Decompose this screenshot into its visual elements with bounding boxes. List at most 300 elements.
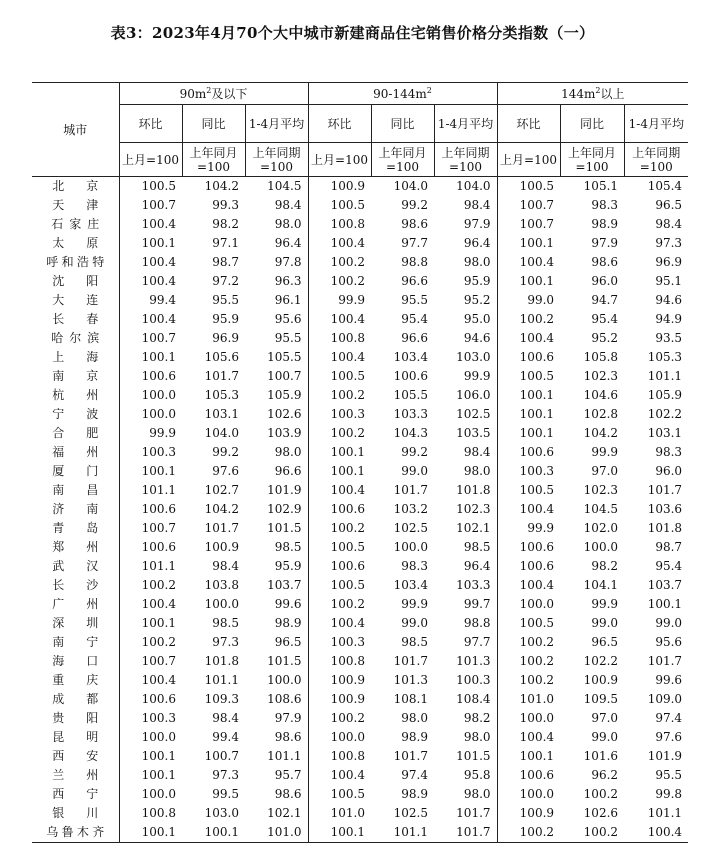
value-cell: 101.1 [204,673,239,687]
value-cell: 100.6 [519,540,555,554]
value-cell: 100.6 [330,502,365,516]
city-cell [32,443,119,462]
value-cell: 97.2 [212,274,239,288]
value-cell: 95.5 [245,329,308,348]
table-row [32,804,688,823]
city-cell [32,348,119,367]
city-cell [32,405,119,424]
value-cell: 99.7 [434,595,497,614]
table-row [32,633,688,652]
city-name: 太原 [52,236,99,250]
value-cell: 109.3 [204,692,239,706]
city-cell [32,272,119,291]
city-cell [32,709,119,728]
value-cell: 100.6 [519,559,555,573]
value-cell: 96.4 [434,557,497,576]
value-cell: 100.8 [330,331,365,345]
city-name: 乌鲁木齐 [46,825,105,839]
value-cell: 100.4 [519,578,555,592]
value-cell: 108.1 [393,692,428,706]
sub-header-yoy: 同比 [371,105,434,143]
value-cell: 100.7 [204,749,239,763]
city-cell [32,386,119,405]
value-cell: 100.5 [330,787,365,801]
value-cell: 104.0 [434,177,497,197]
value-cell: 95.1 [655,274,683,288]
value-cell: 101.7 [204,369,239,383]
value-cell: 100.2 [519,673,555,687]
value-cell: 100.1 [330,445,365,459]
value-cell: 98.4 [434,443,497,462]
group-header-large: $144m^2$以上 [497,83,688,105]
city-name: 兰州 [52,768,99,782]
value-cell: 100.6 [141,540,176,554]
value-cell: 99.0 [591,616,619,630]
table-row [32,709,688,728]
value-cell: 99.8 [655,787,683,801]
city-name: 广州 [52,597,99,611]
city-cell [32,177,119,197]
value-cell: 95.8 [434,766,497,785]
value-cell: 96.9 [212,331,239,345]
value-cell: 100.9 [330,692,365,706]
value-cell: 100.2 [330,426,365,440]
value-cell: 100.3 [330,407,365,421]
value-cell: 100.4 [330,616,365,630]
value-cell: 98.0 [434,462,497,481]
value-cell: 101.0 [245,823,308,843]
value-cell: 99.0 [591,730,619,744]
value-cell: 100.5 [330,198,365,212]
value-cell: 97.9 [591,236,619,250]
value-cell: 100.2 [497,823,560,843]
value-cell: 108.4 [434,690,497,709]
value-cell: 95.9 [245,557,308,576]
table-row [32,747,688,766]
value-cell: 100.0 [330,730,365,744]
city-name: 呼和浩特 [46,255,105,269]
value-cell: 96.1 [245,291,308,310]
table-row [32,766,688,785]
value-cell: 96.2 [591,768,619,782]
value-cell: 95.6 [655,635,683,649]
value-cell: 100.0 [519,597,555,611]
value-cell: 103.3 [393,407,428,421]
base-label-yoy: 上年同月=100 [371,143,434,177]
value-cell: 100.6 [141,502,176,516]
value-cell: 105.4 [647,179,683,193]
value-cell: 96.5 [245,633,308,652]
city-name: 宁波 [52,407,99,421]
value-cell: 98.0 [401,711,428,725]
value-cell: 99.3 [212,198,239,212]
value-cell: 100.6 [141,369,176,383]
value-cell: 100.7 [141,654,176,668]
table-row [32,272,688,291]
value-cell: 97.4 [401,768,428,782]
value-cell: 105.6 [204,350,239,364]
city-name: 深圳 [52,616,99,630]
value-cell: 101.8 [204,654,239,668]
city-name: 贵阳 [52,711,99,725]
value-cell: 100.1 [119,823,182,843]
value-cell: 98.3 [655,445,683,459]
value-cell: 100.4 [519,331,555,345]
value-cell: 98.4 [212,711,239,725]
value-cell: 95.6 [245,310,308,329]
price-index-table [32,82,688,843]
value-cell: 103.4 [393,578,428,592]
value-cell: 100.1 [519,388,555,402]
value-cell: 98.7 [655,540,683,554]
value-cell: 100.0 [583,540,619,554]
value-cell: 98.0 [245,443,308,462]
value-cell: 99.9 [591,445,619,459]
value-cell: 102.9 [245,500,308,519]
value-cell: 103.7 [245,576,308,595]
value-cell: 96.6 [401,331,428,345]
value-cell: 100.4 [624,823,688,843]
city-name: 重庆 [52,673,99,687]
value-cell: 103.2 [393,502,428,516]
value-cell: 101.7 [393,749,428,763]
value-cell: 100.5 [519,483,555,497]
value-cell: 104.2 [204,502,239,516]
value-cell: 101.1 [647,369,683,383]
table-row [32,291,688,310]
value-cell: 95.2 [591,331,619,345]
city-name: 海口 [52,654,99,668]
sub-header-avg: 1-4月平均 [434,105,497,143]
value-cell: 100.2 [519,654,555,668]
value-cell: 97.6 [655,730,683,744]
value-cell: 99.2 [401,198,428,212]
value-cell: 96.4 [245,234,308,253]
value-cell: 100.8 [330,654,365,668]
value-cell: 95.7 [245,766,308,785]
value-cell: 102.3 [434,500,497,519]
table-row [32,215,688,234]
value-cell: 98.9 [245,614,308,633]
value-cell: 101.7 [647,654,683,668]
value-cell: 98.4 [245,196,308,215]
table-row [32,386,688,405]
value-cell: 104.5 [583,502,619,516]
value-cell: 100.4 [141,217,176,231]
base-label-mom: 上月=100 [308,143,371,177]
value-cell: 97.7 [401,236,428,250]
city-name: 北京 [52,179,99,193]
value-cell: 100.5 [330,369,365,383]
city-name: 杭州 [52,388,99,402]
city-cell [32,671,119,690]
city-cell [32,557,119,576]
value-cell: 95.9 [212,312,239,326]
value-cell: 95.0 [434,310,497,329]
table-row [32,310,688,329]
value-cell: 101.7 [204,521,239,535]
value-cell: 105.9 [245,386,308,405]
value-cell: 99.9 [338,293,365,307]
value-cell: 109.5 [583,692,619,706]
value-cell: 105.8 [583,350,619,364]
value-cell: 98.6 [245,785,308,804]
city-name: 大连 [52,293,99,307]
value-cell: 99.9 [591,597,619,611]
value-cell: 97.6 [212,464,239,478]
value-cell: 98.3 [401,559,428,573]
value-cell: 100.0 [141,407,176,421]
value-cell: 97.3 [655,236,683,250]
city-name: 南宁 [52,635,99,649]
city-name: 武汉 [52,559,99,573]
value-cell: 100.3 [519,464,555,478]
value-cell: 102.6 [245,405,308,424]
value-cell: 103.9 [245,424,308,443]
value-cell: 103.1 [647,426,683,440]
city-cell [32,462,119,481]
city-cell [32,690,119,709]
value-cell: 101.1 [647,806,683,820]
value-cell: 100.5 [330,540,365,554]
value-cell: 100.4 [141,255,176,269]
value-cell: 98.9 [401,787,428,801]
value-cell: 96.3 [245,272,308,291]
table-row [32,690,688,709]
value-cell: 104.1 [583,578,619,592]
value-cell: 101.7 [393,654,428,668]
value-cell: 100.1 [141,464,176,478]
table-row [32,728,688,747]
value-cell: 103.5 [434,424,497,443]
value-cell: 100.2 [330,388,365,402]
value-cell: 100.1 [647,597,683,611]
city-cell [32,215,119,234]
value-cell: 94.9 [655,312,683,326]
table-row [32,405,688,424]
value-cell: 100.0 [245,671,308,690]
table-row [32,519,688,538]
value-cell: 100.4 [330,768,365,782]
city-name: 昆明 [52,730,99,744]
city-cell [32,310,119,329]
value-cell: 101.9 [647,749,683,763]
value-cell: 104.2 [204,179,239,193]
value-cell: 98.2 [434,709,497,728]
value-cell: 100.6 [330,559,365,573]
value-cell: 96.6 [401,274,428,288]
city-name: 济南 [52,502,99,516]
value-cell: 95.4 [655,559,683,573]
value-cell: 97.7 [434,633,497,652]
page-title: 表3：2023年4月70个大中城市新建商品住宅销售价格分类指数（一） [110,24,595,42]
value-cell: 101.0 [330,806,365,820]
value-cell: 99.2 [212,445,239,459]
value-cell: 100.1 [182,823,245,843]
city-cell [32,785,119,804]
city-cell [32,652,119,671]
value-cell: 108.6 [245,690,308,709]
city-cell [32,576,119,595]
value-cell: 99.6 [655,673,683,687]
value-cell: 100.2 [141,578,176,592]
table-row [32,234,688,253]
value-cell: 100.7 [141,198,176,212]
value-cell: 101.7 [647,483,683,497]
value-cell: 101.3 [434,652,497,671]
value-cell: 104.3 [393,426,428,440]
city-cell [32,367,119,386]
value-cell: 100.1 [519,749,555,763]
city-name: 沈阳 [52,274,99,288]
base-label-avg: 上年同期=100 [434,143,497,177]
value-cell: 100.3 [141,445,176,459]
value-cell: 99.9 [401,597,428,611]
city-name: 西安 [52,749,99,763]
value-cell: 99.0 [401,616,428,630]
value-cell: 100.7 [519,198,555,212]
value-cell: 99.0 [527,293,555,307]
base-label-yoy: 上年同月=100 [560,143,624,177]
table-row [32,785,688,804]
value-cell: 100.9 [583,673,619,687]
value-cell: 99.4 [149,293,176,307]
value-cell: 100.4 [330,350,365,364]
value-cell: 105.1 [583,179,619,193]
value-cell: 101.5 [245,519,308,538]
value-cell: 99.6 [245,595,308,614]
value-cell: 100.7 [519,217,555,231]
value-cell: 97.0 [591,464,619,478]
value-cell: 101.0 [519,692,555,706]
sub-header-mom: 环比 [497,105,560,143]
value-cell: 102.0 [583,521,619,535]
value-cell: 103.4 [393,350,428,364]
value-cell: 97.0 [591,711,619,725]
value-cell: 102.1 [434,519,497,538]
value-cell: 100.7 [245,367,308,386]
table-row [32,576,688,595]
value-cell: 103.0 [434,348,497,367]
value-cell: 104.0 [204,426,239,440]
sub-header-mom: 环比 [308,105,371,143]
value-cell: 102.3 [583,369,619,383]
value-cell: 98.6 [591,255,619,269]
value-cell: 100.4 [519,502,555,516]
group-header-medium: $90-144m^2$ [308,83,497,105]
value-cell: 103.3 [434,576,497,595]
value-cell: 98.5 [245,538,308,557]
value-cell: 100.2 [519,312,555,326]
value-cell: 104.0 [393,179,428,193]
value-cell: 100.4 [330,312,365,326]
base-label-mom: 上月=100 [119,143,182,177]
value-cell: 100.6 [393,369,428,383]
value-cell: 99.9 [527,521,555,535]
value-cell: 98.4 [655,217,683,231]
value-cell: 100.2 [583,787,619,801]
city-cell [32,481,119,500]
value-cell: 100.3 [434,671,497,690]
table-row [32,367,688,386]
value-cell: 100.1 [141,768,176,782]
table-row [32,595,688,614]
city-name: 郑州 [52,540,99,554]
city-cell [32,424,119,443]
value-cell: 100.3 [330,635,365,649]
value-cell: 100.6 [519,445,555,459]
value-cell: 100.4 [330,236,365,250]
value-cell: 100.6 [519,350,555,364]
value-cell: 96.5 [591,635,619,649]
value-cell: 100.2 [141,635,176,649]
city-name: 厦门 [52,464,99,478]
value-cell: 98.3 [591,198,619,212]
table-row [32,424,688,443]
city-name: 南京 [52,369,99,383]
table-row [32,443,688,462]
table-row [32,177,688,197]
value-cell: 98.8 [401,255,428,269]
value-cell: 100.7 [141,521,176,535]
value-cell: 105.3 [647,350,683,364]
city-name: 长春 [52,312,99,326]
table-body [32,177,688,843]
value-cell: 105.3 [204,388,239,402]
city-name: 长沙 [52,578,99,592]
base-label-avg: 上年同期=100 [624,143,688,177]
value-cell: 100.5 [519,616,555,630]
value-cell: 98.2 [591,559,619,573]
value-cell: 98.0 [434,785,497,804]
city-cell [32,234,119,253]
value-cell: 95.4 [401,312,428,326]
value-cell: 102.1 [245,804,308,823]
value-cell: 102.7 [204,483,239,497]
city-name: 哈尔滨 [51,331,100,345]
value-cell: 96.6 [245,462,308,481]
value-cell: 100.1 [519,426,555,440]
value-cell: 104.6 [583,388,619,402]
value-cell: 100.9 [330,179,365,193]
value-cell: 100.9 [330,673,365,687]
value-cell: 98.8 [434,614,497,633]
value-cell: 101.3 [393,673,428,687]
value-cell: 100.4 [141,274,176,288]
value-cell: 97.9 [245,709,308,728]
value-cell: 101.9 [245,481,308,500]
value-cell: 102.3 [583,483,619,497]
city-name: 石家庄 [51,217,100,231]
value-cell: 100.1 [330,464,365,478]
city-cell [32,196,119,215]
value-cell: 102.5 [434,405,497,424]
value-cell: 100.4 [519,255,555,269]
sub-header-yoy: 同比 [560,105,624,143]
value-cell: 103.0 [204,806,239,820]
value-cell: 95.5 [401,293,428,307]
base-label-avg: 上年同期=100 [245,143,308,177]
value-cell: 98.9 [401,730,428,744]
city-name: 青岛 [52,521,99,535]
value-cell: 98.2 [212,217,239,231]
value-cell: 100.0 [393,540,428,554]
city-cell [32,823,119,843]
city-cell [32,614,119,633]
value-cell: 101.7 [393,483,428,497]
value-cell: 100.2 [330,274,365,288]
value-cell: 100.2 [560,823,624,843]
